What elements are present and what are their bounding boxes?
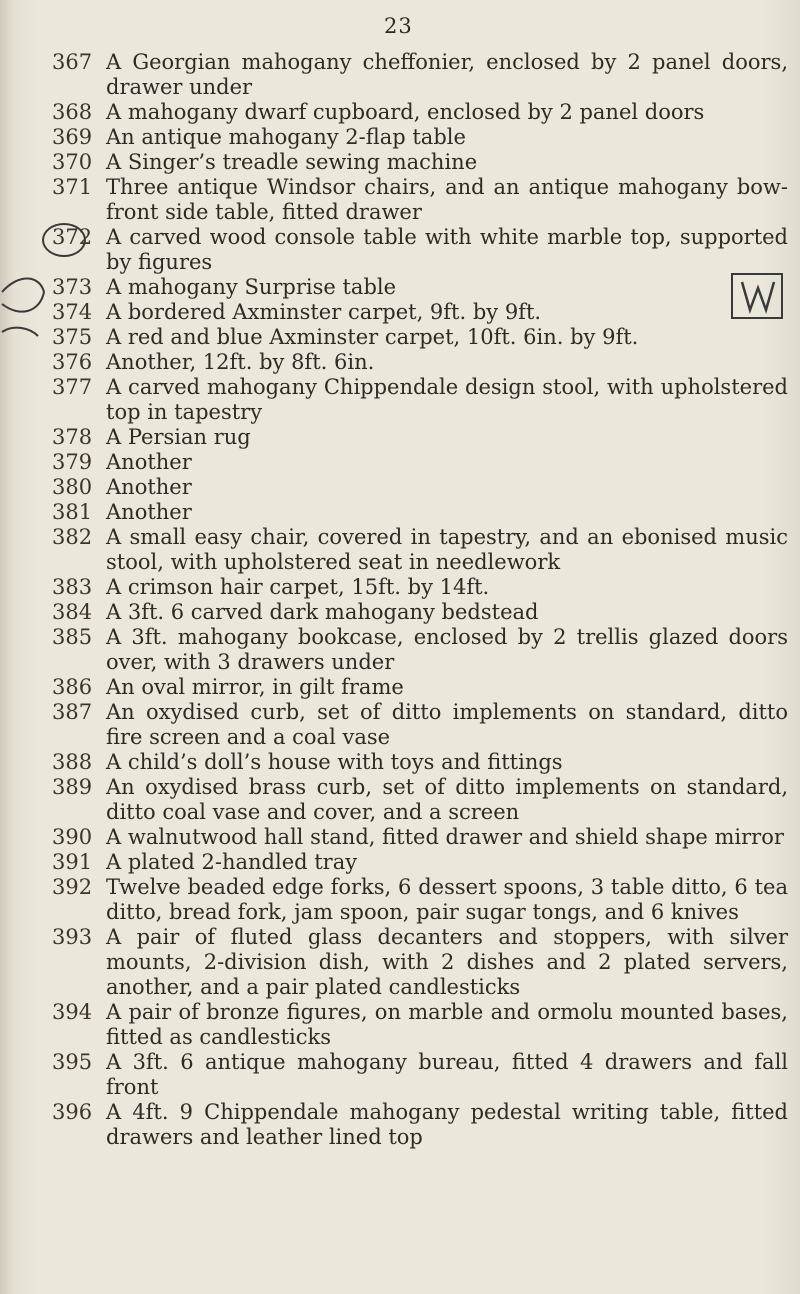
lot-number: 393 (52, 925, 93, 949)
lot-number: 385 (52, 625, 93, 649)
lot-number: 395 (52, 1050, 93, 1074)
lot-description: A 3ft. 6 carved dark mahogany bedstead (106, 600, 539, 624)
lot-number: 384 (52, 600, 93, 624)
lot-description: A red and blue Axminster carpet, 10ft. 6in. by 9ft. (106, 325, 639, 349)
lot-number: 378 (52, 425, 93, 449)
lot-entry (52, 625, 792, 675)
lot-entry (52, 450, 792, 475)
lot-description: An oxydised brass curb, set of ditto implements on standard, ditto coal vase and cover, and a screen (106, 775, 788, 824)
lot-entry (52, 350, 792, 375)
lot-number: 382 (52, 525, 93, 549)
lot-number: 381 (52, 500, 93, 524)
lot-entry (52, 225, 792, 275)
lot-number: 396 (52, 1100, 93, 1124)
lot-description: Another (106, 475, 192, 499)
lot-entry (52, 125, 792, 150)
lot-description: Another (106, 500, 192, 524)
lot-description: A 3ft. 6 antique mahogany bureau, fitted 4 drawers and fall front (106, 1050, 788, 1099)
left-margin-annotation (0, 262, 46, 352)
lot-number: 373 (52, 275, 93, 299)
lot-entry (52, 300, 792, 325)
lot-number: 379 (52, 450, 93, 474)
lot-number-text: 372 (52, 225, 93, 249)
lot-description: A plated 2-handled tray (106, 850, 358, 874)
lot-number: 369 (52, 125, 93, 149)
lot-number: 391 (52, 850, 93, 874)
lot-number: 390 (52, 825, 93, 849)
lot-entry (52, 925, 792, 1000)
lot-description: A mahogany Surprise table (106, 275, 397, 299)
lot-entry (52, 475, 792, 500)
lot-number: 368 (52, 100, 93, 124)
lot-description: A Singer’s treadle sewing machine (106, 150, 478, 174)
lot-number: 394 (52, 1000, 93, 1024)
lot-number: 376 (52, 350, 93, 374)
lot-description: A crimson hair carpet, 15ft. by 14ft. (106, 575, 490, 599)
lot-entry (52, 1050, 792, 1100)
lot-number: 377 (52, 375, 93, 399)
lot-description: A bordered Axminster carpet, 9ft. by 9ft. (106, 300, 542, 324)
lot-description: A mahogany dwarf cupboard, enclosed by 2 panel doors (106, 100, 705, 124)
lot-entry (52, 425, 792, 450)
lot-entry (52, 1100, 792, 1150)
lot-description: Another, 12ft. by 8ft. 6in. (106, 350, 375, 374)
lot-entry (52, 850, 792, 875)
lot-description: An antique mahogany 2-flap table (106, 125, 466, 149)
lot-entry (52, 175, 792, 225)
lot-entry (52, 700, 792, 750)
lot-entry (52, 525, 792, 575)
lot-entry (52, 750, 792, 775)
lot-number: 371 (52, 175, 93, 199)
lot-number: 380 (52, 475, 93, 499)
lot-entry (52, 325, 792, 350)
lot-entry (52, 275, 792, 300)
lot-entry (52, 50, 792, 100)
lot-description: An oval mirror, in gilt frame (106, 675, 404, 699)
lot-description: A carved wood console table with white marble top, supported by figures (106, 225, 788, 274)
lot-entry (52, 675, 792, 700)
lot-number: 386 (52, 675, 93, 699)
page-number: 23 (384, 14, 413, 38)
lot-description: Twelve beaded edge forks, 6 dessert spoons, 3 table ditto, 6 tea ditto, bread fork, jam spoon, pair sugar tongs, and 6 knives (106, 875, 788, 924)
lot-description: Three antique Windsor chairs, and an antique mahogany bow-front side table, fitted drawer (106, 175, 788, 224)
lot-number: 392 (52, 875, 93, 899)
lot-description: An oxydised curb, set of ditto implements on standard, ditto fire screen and a coal vase (106, 700, 788, 749)
lot-number: 374 (52, 300, 93, 324)
lot-entry (52, 575, 792, 600)
lot-description: A 4ft. 9 Chippendale mahogany pedestal writing table, fitted drawers and leather lined top (106, 1100, 788, 1149)
lot-entry (52, 1000, 792, 1050)
lot-list (52, 50, 792, 1150)
lot-number: 370 (52, 150, 93, 174)
lot-description: A Persian rug (106, 425, 251, 449)
lot-circle-mark (42, 223, 86, 257)
lot-entry (52, 825, 792, 850)
lot-entry (52, 500, 792, 525)
lot-description: A Georgian mahogany cheffonier, enclosed by 2 panel doors, drawer under (106, 50, 788, 99)
lot-description: A 3ft. mahogany bookcase, enclosed by 2 trellis glazed doors over, with 3 drawers under (106, 625, 788, 674)
lot-description: A child’s doll’s house with toys and fittings (106, 750, 563, 774)
lot-number (52, 225, 106, 275)
lot-description: Another (106, 450, 192, 474)
lot-description: A walnutwood hall stand, fitted drawer and shield shape mirror (106, 825, 784, 849)
lot-entry (52, 600, 792, 625)
lot-description: A pair of bronze figures, on marble and ormolu mounted bases, fitted as candlesticks (106, 1000, 788, 1049)
lot-number: 383 (52, 575, 93, 599)
lot-description: A carved mahogany Chippendale design stool, with upholstered top in tapestry (106, 375, 788, 424)
lot-entry (52, 375, 792, 425)
handwritten-bracket-icon (0, 262, 46, 352)
lot-number: 388 (52, 750, 93, 774)
lot-entry (52, 875, 792, 925)
lot-entry (52, 150, 792, 175)
lot-number: 367 (52, 50, 93, 74)
lot-number: 389 (52, 775, 93, 799)
lot-description: A pair of fluted glass decanters and stoppers, with silver mounts, 2-division dish, with 2 dishes and 2 plated servers, another, and a pair plated candlesticks (106, 925, 788, 999)
lot-entry (52, 100, 792, 125)
lot-number: 387 (52, 700, 93, 724)
lot-entry (52, 775, 792, 825)
lot-number: 375 (52, 325, 93, 349)
lot-description: A small easy chair, covered in tapestry, and an ebonised music stool, with upholstered seat in needlework (106, 525, 788, 574)
